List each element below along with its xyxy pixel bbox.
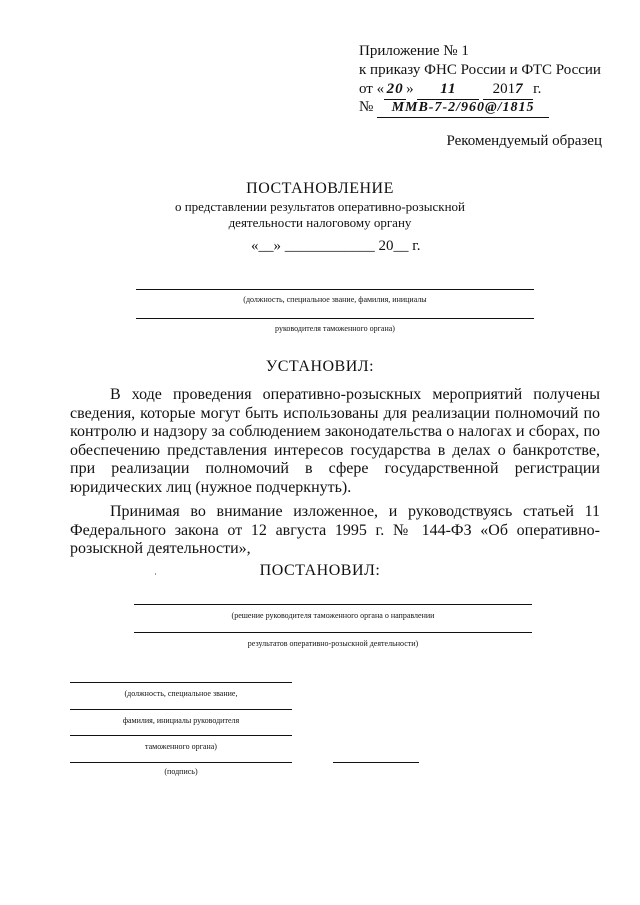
- date-prefix: от «: [359, 81, 385, 97]
- official-line-2: [136, 318, 534, 319]
- signer-caption-2: фамилия, инициалы руководителя: [122, 716, 240, 725]
- number-value: ММВ-7-2/960@/1815: [377, 98, 549, 118]
- date-mid: »: [406, 81, 414, 97]
- appendix-number: Приложение № 1: [359, 43, 469, 59]
- signer-caption-1: (должность, специальное звание,: [124, 689, 238, 698]
- signer-caption-3: таможенного органа): [145, 742, 217, 751]
- findings-paragraph: [70, 386, 600, 497]
- resolved-heading: ПОСТАНОВИЛ:: [259, 562, 381, 579]
- order-number: [359, 98, 549, 118]
- date-year-prefix: 201: [492, 81, 516, 97]
- recommended-sample: Рекомендуемый образец: [446, 133, 602, 149]
- signer-line-3: [70, 735, 292, 736]
- signer-line-2: [70, 709, 292, 710]
- date-end: г.: [533, 81, 542, 97]
- decision-caption-2: результатов оперативно-розыскной деятельности): [247, 639, 419, 648]
- date-line-month: ____________: [284, 238, 375, 254]
- official-caption-1: (должность, специальное звание, фамилия, инициалы: [243, 295, 427, 304]
- decision-line-2: [134, 632, 532, 633]
- date-line: [251, 238, 420, 255]
- order-date: [359, 80, 541, 100]
- grounds-text: Принимая во внимание изложенное, и руководствуясь статьей 11 Федерального закона от 12 августа 1995 г. № 144-ФЗ «Об оперативно-розыскной деятельности»,: [70, 503, 600, 557]
- date-year-suffix: 7: [515, 81, 524, 97]
- decision-caption-1: (решение руководителя таможенного органа о направлении: [231, 611, 435, 620]
- official-caption-2: руководителя таможенного органа): [275, 324, 395, 333]
- signer-line-1: [70, 682, 292, 683]
- grounds-paragraph: [70, 503, 600, 559]
- date-line-day: «__»: [251, 238, 281, 254]
- findings-text: В ходе проведения оперативно-розыскных мероприятий получены сведения, которые могут быть использованы для реализации полномочий по контролю и надзору за соблюдением законодательства о налогах и сборах, по обеспечению представления интересов государства в делах о банкротстве, при реализации полномочий в сфере государственной регистрации юридических лиц (нужное подчеркнуть).: [70, 386, 600, 496]
- date-day: 20: [384, 80, 406, 100]
- subtitle-line-1: о представлении результатов оперативно-розыскной: [174, 199, 466, 214]
- signer-line-4: [70, 762, 292, 763]
- subtitle-line-2: деятельности налоговому органу: [228, 215, 412, 230]
- decision-line-1: [134, 604, 532, 605]
- official-line-1: [136, 289, 534, 290]
- number-prefix: №: [359, 99, 374, 115]
- established-heading: УСТАНОВИЛ:: [265, 358, 375, 375]
- order-reference: к приказу ФНС России и ФТС России: [359, 62, 601, 78]
- signature-line: [333, 762, 419, 763]
- document-title: ПОСТАНОВЛЕНИЕ: [246, 180, 394, 197]
- date-month: 11: [417, 80, 479, 100]
- date-line-year: 20__ г.: [378, 238, 421, 254]
- signature-caption: (подпись): [164, 767, 198, 776]
